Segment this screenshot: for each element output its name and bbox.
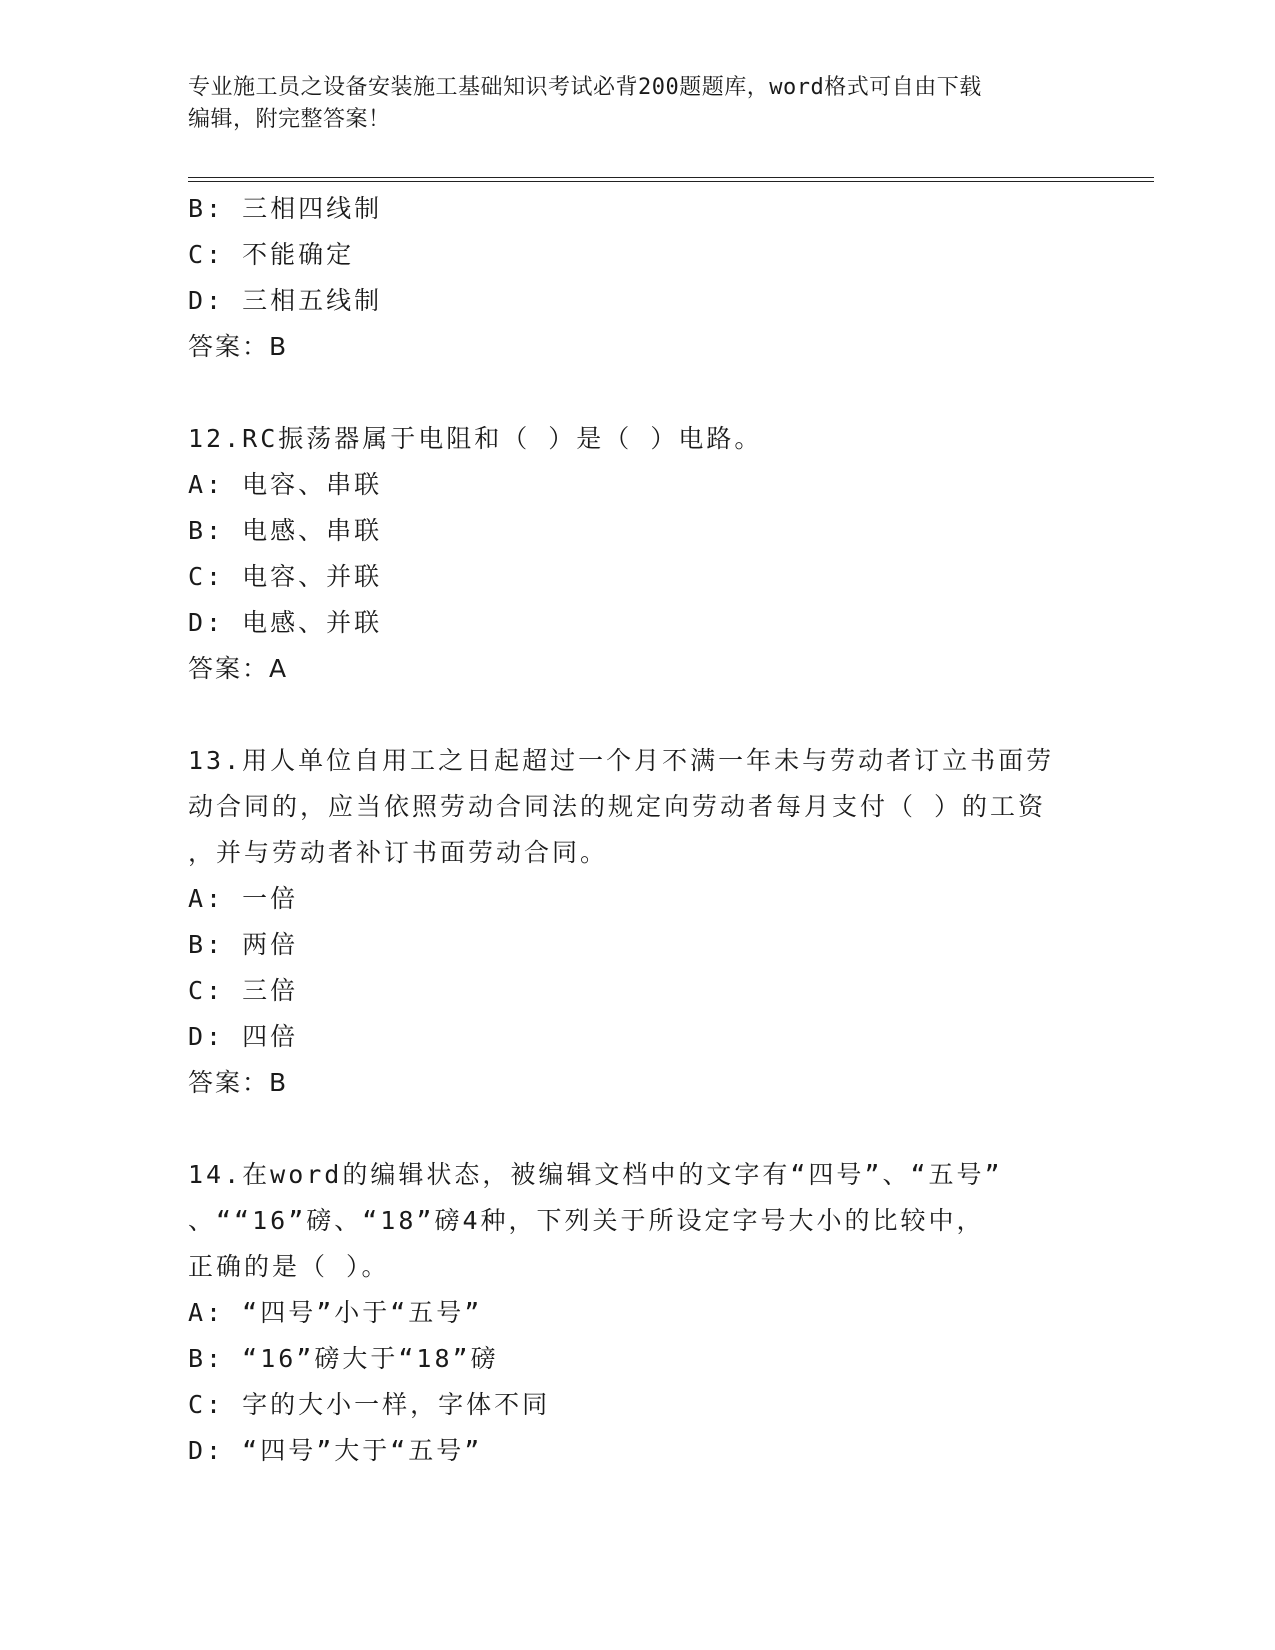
option-a: A: 电容、串联	[188, 470, 383, 499]
option-c: C: 字的大小一样，字体不同	[188, 1390, 551, 1419]
option-c: C: 电容、并联	[188, 562, 383, 591]
option-b: B: “16”磅大于“18”磅	[188, 1344, 499, 1373]
option-c: C: 三倍	[188, 976, 299, 1005]
header-title-line-1: 专业施工员之设备安装施工基础知识考试必背200题题库，word格式可自由下载	[188, 75, 982, 100]
option-b: B: 电感、串联	[188, 516, 383, 545]
question-list	[188, 186, 1088, 1474]
option-b: B: 两倍	[188, 930, 299, 959]
question-stem-line-3: ，并与劳动者补订书面劳动合同。	[188, 838, 609, 867]
question-stem-line-3: 正确的是（ ）。	[188, 1252, 390, 1281]
answer-line: 答案：B	[188, 332, 289, 361]
option-c: C: 不能确定	[188, 240, 355, 269]
spacer	[188, 370, 1088, 416]
question-stem-line-1: 14.在word的编辑状态，被编辑文档中的文字有“四号”、“五号”	[188, 1160, 1003, 1189]
option-a: A: “四号”小于“五号”	[188, 1298, 483, 1327]
question-stem: 12.RC振荡器属于电阻和（ ）是（ ）电路。	[188, 424, 763, 453]
question-13	[188, 738, 1088, 1106]
header-double-rule	[188, 177, 1154, 182]
answer-line: 答案：B	[188, 1068, 289, 1097]
option-d: D: “四号”大于“五号”	[188, 1436, 483, 1465]
page-header	[188, 72, 1068, 136]
question-stem-line-2: 动合同的，应当依照劳动合同法的规定向劳动者每月支付（ ）的工资	[188, 792, 1047, 821]
question-11	[188, 186, 1088, 370]
question-stem-line-1: 13.用人单位自用工之日起超过一个月不满一年未与劳动者订立书面劳	[188, 746, 1055, 775]
question-12	[188, 416, 1088, 692]
option-d: D: 四倍	[188, 1022, 299, 1051]
header-title-line-2: 编辑，附完整答案！	[188, 107, 391, 132]
option-d: D: 电感、并联	[188, 608, 383, 637]
question-stem-line-2: 、““16”磅、“18”磅4种，下列关于所设定字号大小的比较中，	[188, 1206, 985, 1235]
option-d: D: 三相五线制	[188, 286, 383, 315]
spacer	[188, 1106, 1088, 1152]
question-14	[188, 1152, 1088, 1474]
answer-line: 答案：A	[188, 654, 289, 683]
spacer	[188, 692, 1088, 738]
option-a: A: 一倍	[188, 884, 299, 913]
option-b: B: 三相四线制	[188, 194, 383, 223]
